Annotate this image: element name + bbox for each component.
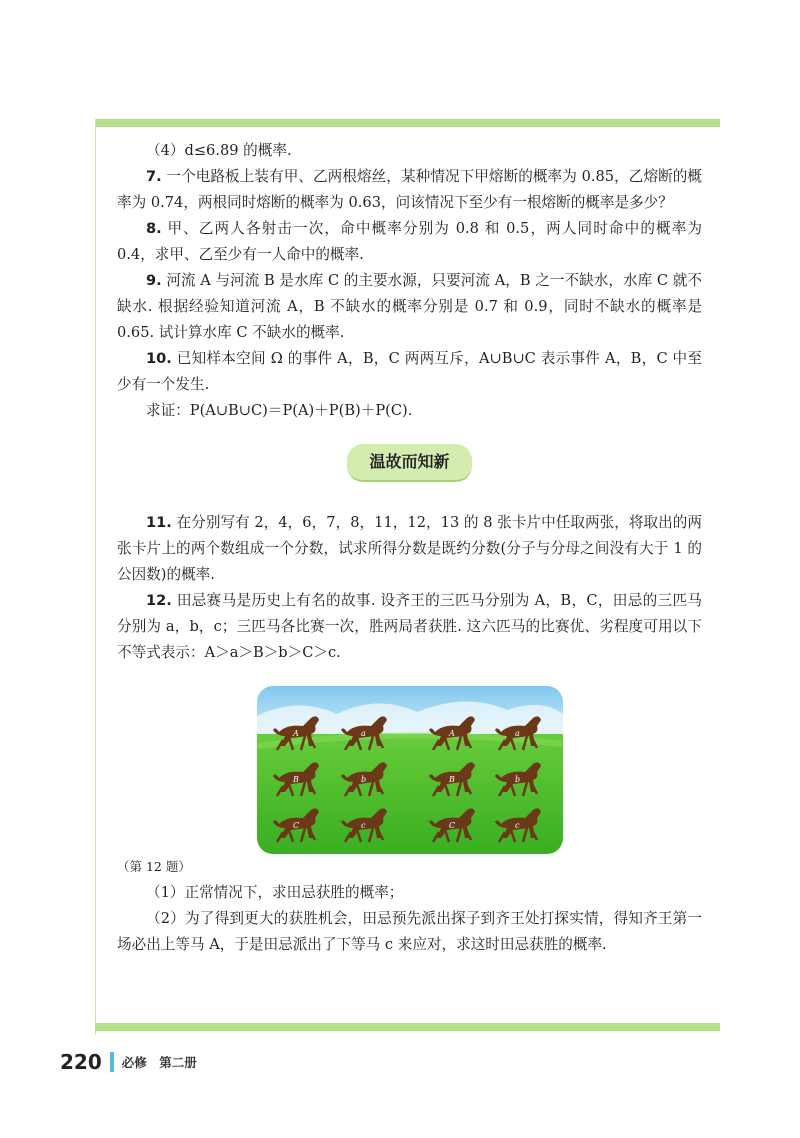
problem-number: 12. <box>146 592 172 609</box>
section-title: 温故而知新 <box>347 444 471 482</box>
horse-label: C <box>448 821 455 830</box>
problem-text: 在分别写有 2，4，6，7，8，11，12，13 的 8 张卡片中任取两张，将取出的两张卡片上的两个数组成一个分数，试求所得分数是既约分数(分子与分母之间没有大于 1 的公因数)的概率. <box>117 514 703 583</box>
problem-number: 8. <box>146 220 162 237</box>
horse-label: B <box>292 775 299 784</box>
problem-text: 已知样本空间 Ω 的事件 A，B，C 两两互斥，A∪B∪C 表示事件 A，B，C 中至少有一个发生. <box>117 350 703 393</box>
horse-label: c <box>360 821 365 830</box>
problem-11 <box>117 510 702 588</box>
problem-text: 河流 A 与河流 B 是水库 C 的主要水源，只要河流 A，B 之一不缺水，水库 C 就不缺水. 根据经验知道河流 A，B 不缺水的概率分别是 0.7 和 0.9，同时不缺水的概率是 0.65. 试计算水库 C 不缺水的概率. <box>117 272 702 341</box>
problem-number: 9. <box>146 272 162 289</box>
problem-number: 11. <box>146 514 172 531</box>
left-margin-rule <box>95 119 96 1035</box>
horse-label: b <box>514 775 520 784</box>
problem-text: 一个电路板上装有甲、乙两根熔丝，某种情况下甲熔断的概率为 0.85，乙熔断的概率为 0.74，两根同时熔断的概率为 0.63，问该情况下至少有一根熔断的概率是多少？ <box>117 168 703 211</box>
problem-text: 田忌赛马是历史上有名的故事. 设齐王的三匹马分别为 A，B，C，田忌的三匹马分别为 a，b，c；三匹马各比赛一次，胜两局者获胜. 这六匹马的比赛优、劣程度可用以下不等式表示：A＞a＞B＞b＞C＞c. <box>117 592 702 661</box>
horse-illustration <box>257 686 563 854</box>
horse-label: A <box>292 729 299 738</box>
horse-label: b <box>360 775 366 784</box>
problem-9 <box>117 268 702 346</box>
problem-12-part-1: （1）正常情况下，求田忌获胜的概率； <box>146 884 404 901</box>
bottom-rule <box>95 1023 720 1031</box>
section-header <box>117 432 702 494</box>
footer-divider <box>110 1052 114 1072</box>
figure-caption: （第 12 题） <box>117 859 191 874</box>
problem-10 <box>117 346 702 398</box>
problem-10-proof: 求证：P(A∪B∪C)＝P(A)＋P(B)＋P(C). <box>146 402 413 419</box>
horse-label: A <box>448 729 455 738</box>
problem-number: 10. <box>146 350 172 367</box>
problem-12-part-2: （2）为了得到更大的获胜机会，田忌预先派出探子到齐王处打探实情，得知齐王第一场必出上等马 A，于是田忌派出了下等马 c 来应对，求这时田忌获胜的概率. <box>117 910 702 953</box>
horse-label: B <box>448 775 455 784</box>
horse-label: a <box>514 729 520 738</box>
page-number: 220 <box>60 1050 102 1074</box>
problem-6-part-4: （4）d≤6.89 的概率. <box>146 142 292 159</box>
page-footer <box>60 1050 197 1074</box>
problem-8 <box>117 216 702 268</box>
problem-7 <box>117 164 702 216</box>
problem-number: 7. <box>146 168 162 185</box>
problem-text: 甲、乙两人各射击一次，命中概率分别为 0.8 和 0.5，两人同时命中的概率为 0.4，求甲、乙至少有一人命中的概率. <box>117 220 702 263</box>
top-rule <box>95 119 720 127</box>
problem-12 <box>117 588 702 666</box>
book-title: 必修 第二册 <box>121 1055 197 1070</box>
horse-label: c <box>514 821 519 830</box>
horse-race-figure <box>257 686 563 854</box>
horse-label: C <box>292 821 299 830</box>
horse-label: a <box>360 729 366 738</box>
page-content <box>117 138 702 958</box>
